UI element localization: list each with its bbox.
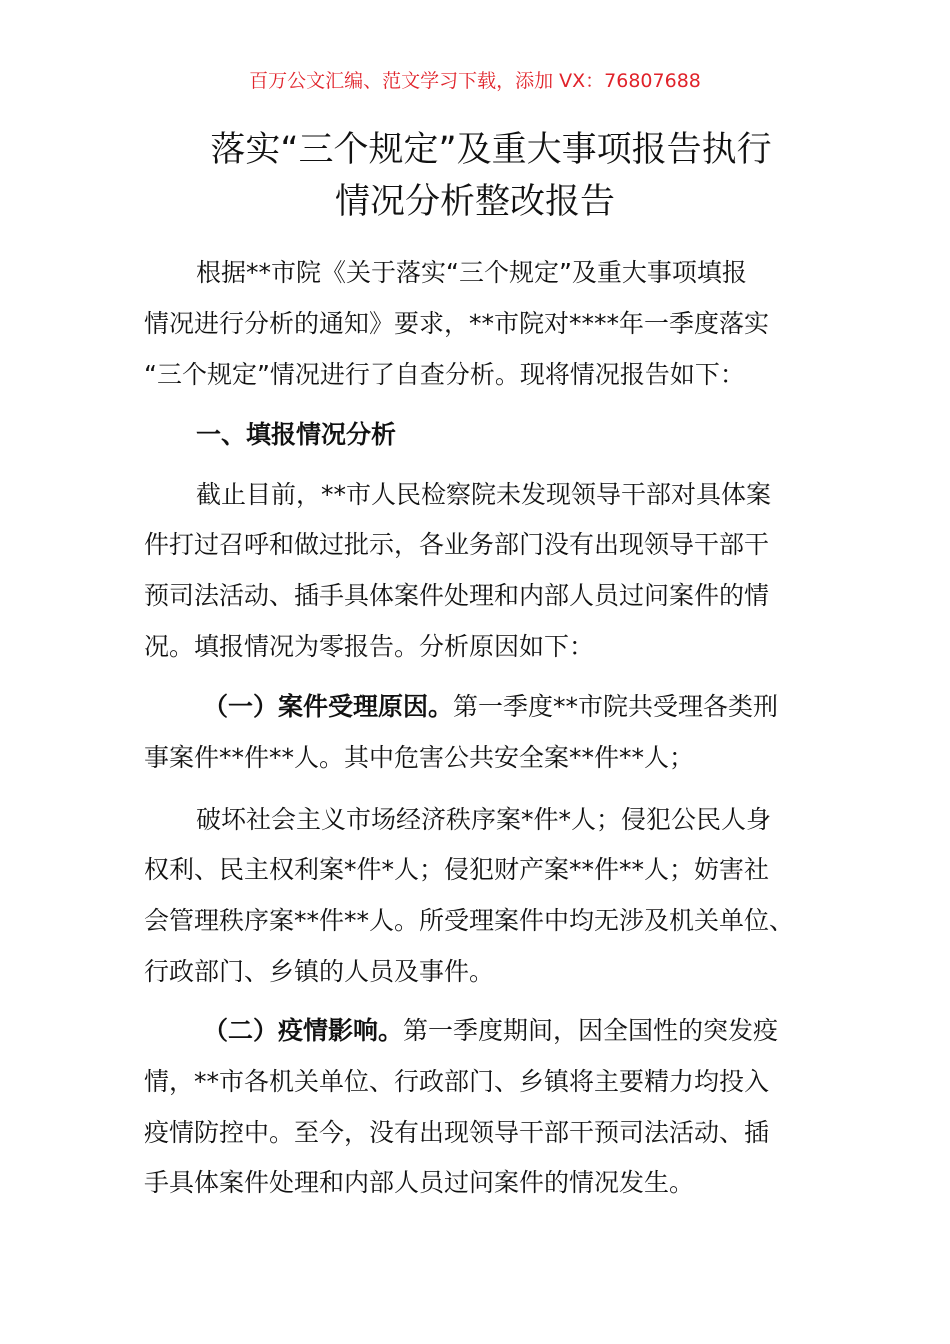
item1-cont-line-2: 权利、民主权利案*件*人；侵犯财产案**件**人；妨害社 <box>144 855 770 884</box>
item1-cont-line-3: 会管理秩序案**件**人。所受理案件中均无涉及机关单位、 <box>144 906 795 935</box>
item1-text: 第一季度**市院共受理各类刑 <box>453 692 779 721</box>
item1-first-line <box>203 690 778 724</box>
item1-cont-line-4: 行政部门、乡镇的人员及事件。 <box>144 957 495 986</box>
intro-line-3: “三个规定”情况进行了自查分析。现将情况报告如下： <box>144 360 745 389</box>
item2-line-4: 手具体案件处理和内部人员过问案件的情况发生。 <box>144 1168 695 1197</box>
item1-line-2: 事案件**件**人。其中危害公共安全案**件**人； <box>144 743 695 772</box>
section1-para-line-3: 预司法活动、插手具体案件处理和内部人员过问案件的情 <box>144 581 770 610</box>
document-title-line-2: 情况分析整改报告 <box>334 182 615 222</box>
section-heading-1: 一、填报情况分析 <box>196 420 397 449</box>
intro-line-1: 根据**市院《关于落实“三个规定”及重大事项填报 <box>196 258 747 287</box>
intro-line-2: 情况进行分析的通知》要求，**市院对****年一季度落实 <box>144 309 770 338</box>
section1-para-line-4: 况。填报情况为零报告。分析原因如下： <box>144 632 595 661</box>
item2-line-2: 情，**市各机关单位、行政部门、乡镇将主要精力均投入 <box>144 1067 770 1096</box>
section1-para-line-1: 截止目前，**市人民检察院未发现领导干部对具体案 <box>196 480 772 509</box>
document-title-line-1: 落实“三个规定”及重大事项报告执行 <box>210 130 772 170</box>
section1-para-line-2: 件打过召呼和做过批示，各业务部门没有出现领导干部干 <box>144 530 770 559</box>
item2-text: 第一季度期间，因全国性的突发疫 <box>403 1016 779 1045</box>
item2-label: （二）疫情影响。 <box>203 1016 404 1045</box>
item1-cont-line-1: 破坏社会主义市场经济秩序案*件*人；侵犯公民人身 <box>196 805 772 834</box>
item2-first-line <box>203 1014 778 1048</box>
item2-line-3: 疫情防控中。至今，没有出现领导干部干预司法活动、插 <box>144 1118 770 1147</box>
watermark-banner: 百万公文汇编、范文学习下载，添加 VX：76807688 <box>249 70 701 92</box>
item1-label: （一）案件受理原因。 <box>203 692 454 721</box>
